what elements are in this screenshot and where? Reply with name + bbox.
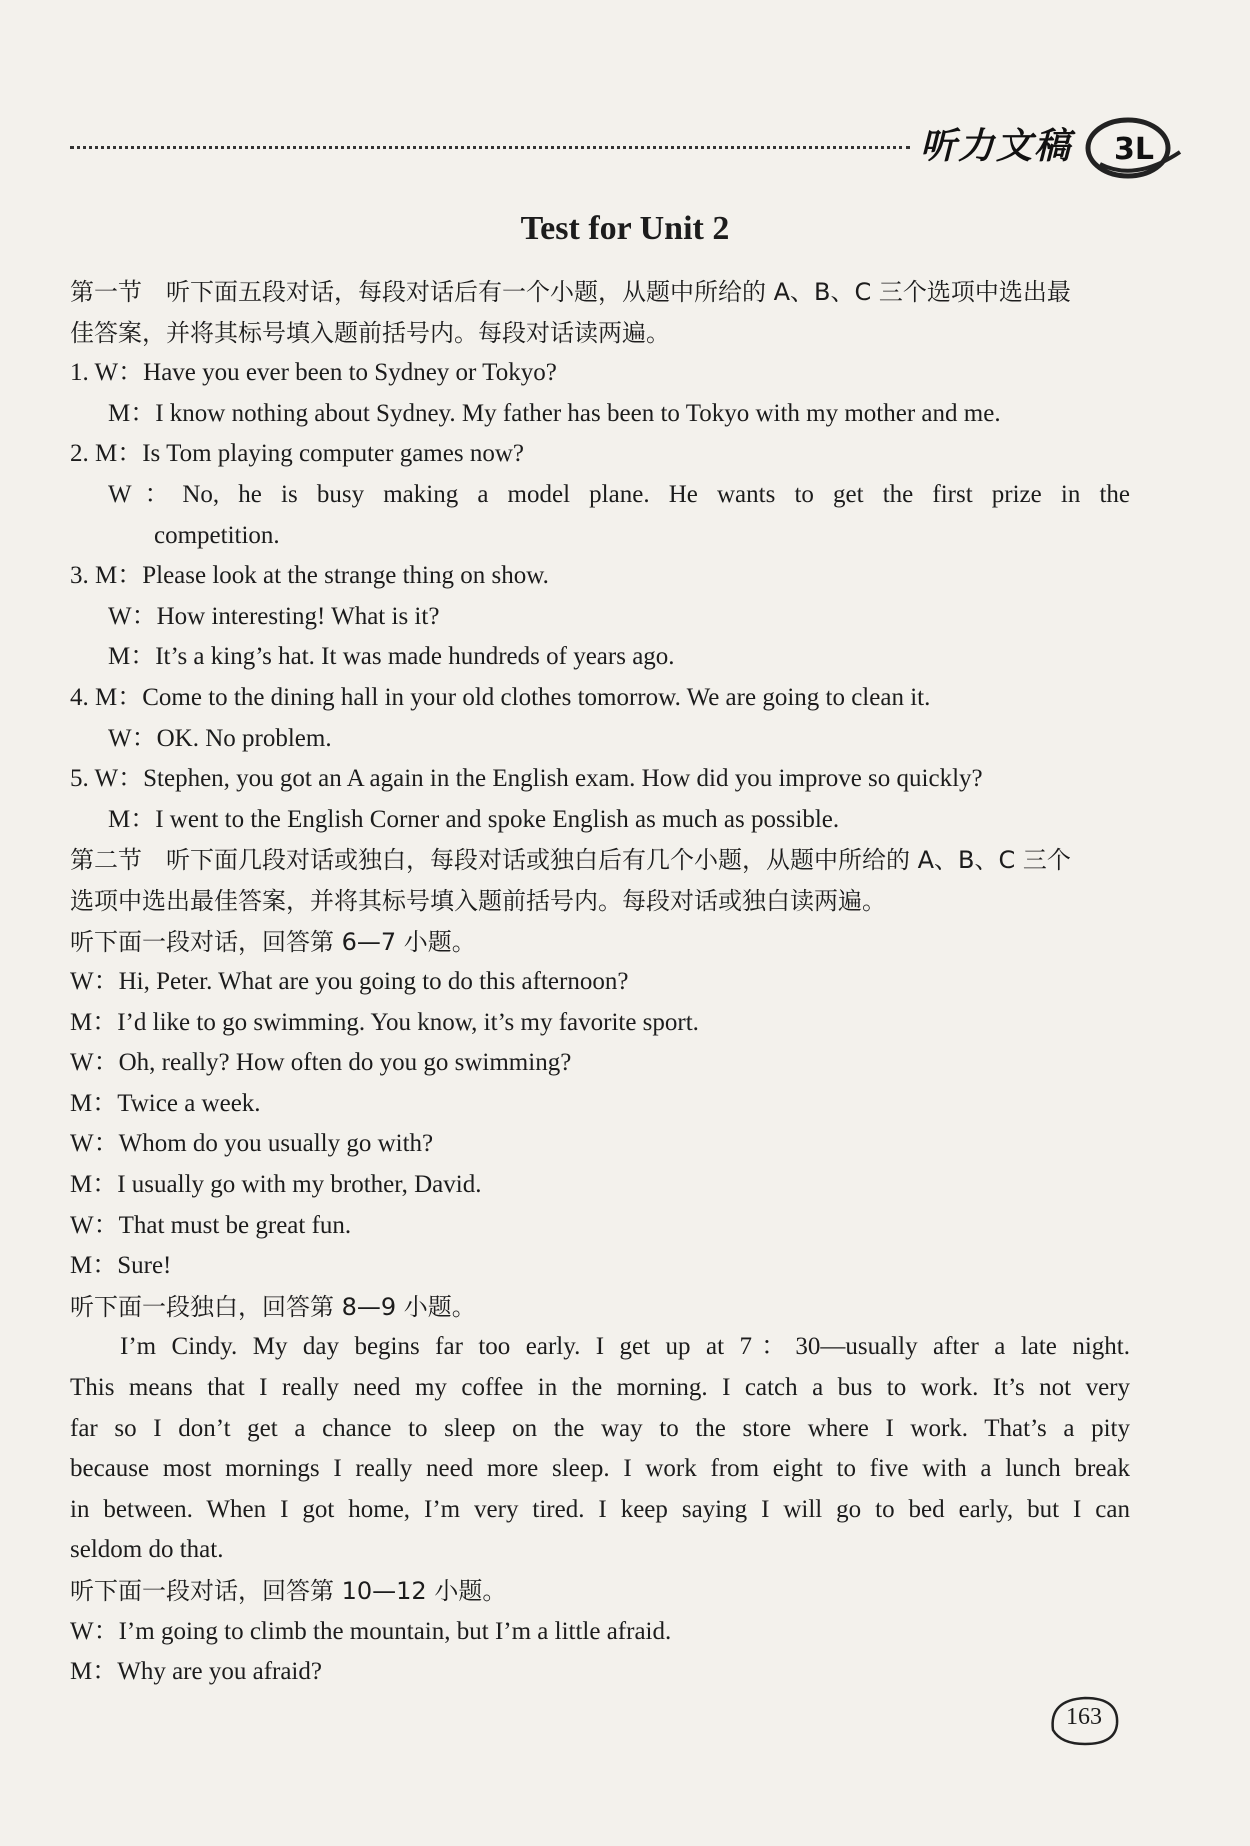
part-8-9-intro: 听下面一段独白，回答第 8—9 小题。 bbox=[70, 1292, 476, 1321]
dialog-line: 4. M：Come to the dining hall in your old clothes tomorrow. We are going to clean it. bbox=[70, 683, 931, 711]
publisher-logo bbox=[1080, 112, 1190, 182]
dialog-line: M：It’s a king’s hat. It was made hundreds of years ago. bbox=[108, 643, 675, 671]
dialog-line: M：I’d like to go swimming. You know, it’s my favorite sport. bbox=[70, 1008, 699, 1036]
part-6-7-intro: 听下面一段对话，回答第 6—7 小题。 bbox=[70, 927, 476, 956]
dialog-line: M：I went to the English Corner and spoke English as much as possible. bbox=[108, 805, 840, 833]
dialog-line: M：Why are you afraid? bbox=[70, 1658, 322, 1686]
dialog-line: 5. W：Stephen, you got an A again in the English exam. How did you improve so quickly? bbox=[70, 765, 983, 793]
monologue-line: in between. When I got home, I’m very tired. I keep saying I will go to bed early, but I can bbox=[70, 1495, 1130, 1523]
page-number bbox=[1045, 1690, 1123, 1750]
svg-text:3L: 3L bbox=[1114, 132, 1154, 167]
dialog-line: competition. bbox=[154, 521, 280, 549]
section2-instructions-line1: 第二节 听下面几段对话或独白，每段对话或独白后有几个小题，从题中所给的 A、B、C 三个 bbox=[70, 846, 1071, 875]
dialog-line: W：No, he is busy making a model plane. He wants to get the first prize in the bbox=[108, 480, 1130, 508]
dialog-line: 1. W：Have you ever been to Sydney or Tokyo? bbox=[70, 359, 557, 387]
section1-instructions-line1: 第一节 听下面五段对话，每段对话后有一个小题，从题中所给的 A、B、C 三个选项中选出最 bbox=[70, 278, 1071, 306]
page-number-text: 163 bbox=[1066, 1704, 1102, 1730]
page-header bbox=[70, 118, 1154, 188]
page-title: Test for Unit 2 bbox=[520, 210, 730, 247]
monologue-line: because most mornings I really need more sleep. I work from eight to five with a lunch break bbox=[70, 1455, 1130, 1483]
monologue-line: seldom do that. bbox=[70, 1536, 224, 1564]
dialog-line: M：I usually go with my brother, David. bbox=[70, 1171, 482, 1199]
dialog-line: W：I’m going to climb the mountain, but I’m a little afraid. bbox=[70, 1617, 672, 1645]
section1-instructions-line2: 佳答案，并将其标号填入题前括号内。每段对话读两遍。 bbox=[70, 318, 670, 347]
dialog-line: 3. M：Please look at the strange thing on show. bbox=[70, 562, 549, 590]
dotted-rule bbox=[70, 146, 910, 149]
part-10-12-intro: 听下面一段对话，回答第 10—12 小题。 bbox=[70, 1577, 507, 1605]
monologue-line: far so I don’t get a chance to sleep on the way to the store where I work. That’s a pity bbox=[70, 1414, 1130, 1442]
dialog-line: W：Oh, really? How often do you go swimming? bbox=[70, 1049, 572, 1077]
section2-instructions-line2: 选项中选出最佳答案，并将其标号填入题前括号内。每段对话或独白读两遍。 bbox=[70, 886, 886, 915]
dialog-line: M：Sure! bbox=[70, 1252, 172, 1280]
monologue-line: This means that I really need my coffee in the morning. I catch a bus to work. It’s not very bbox=[70, 1374, 1130, 1402]
dialog-line: W：How interesting! What is it? bbox=[108, 602, 440, 630]
dialog-line: W：That must be great fun. bbox=[70, 1211, 352, 1239]
dialog-line: W：Whom do you usually go with? bbox=[70, 1130, 434, 1158]
dialog-line: M：I know nothing about Sydney. My father has been to Tokyo with my mother and me. bbox=[108, 399, 1001, 427]
dialog-line: W：Hi, Peter. What are you going to do this afternoon? bbox=[70, 968, 629, 996]
dialog-line: M：Twice a week. bbox=[70, 1089, 261, 1117]
monologue-line: I’m Cindy. My day begins far too early. I get up at 7：30—usually after a late night. bbox=[120, 1333, 1130, 1361]
dialog-line: 2. M：Is Tom playing computer games now? bbox=[70, 440, 524, 468]
transcript-body bbox=[70, 272, 1130, 1693]
header-label: 听力文稿 bbox=[920, 126, 1073, 167]
dialog-line: W：OK. No problem. bbox=[108, 724, 332, 752]
